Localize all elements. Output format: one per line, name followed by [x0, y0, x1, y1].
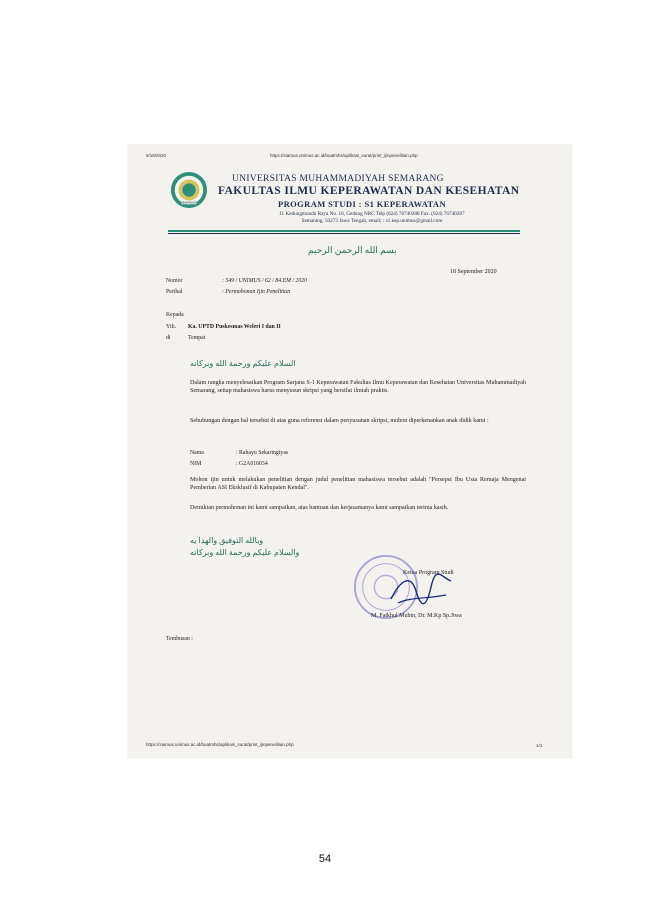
print-date: 9/18/2020: [146, 153, 167, 158]
header-rule-navy: [168, 233, 520, 234]
closing-arabic-1: وبالله التوفيق والهدا يه: [190, 536, 264, 545]
basmalah: بسم الله الرحمن الرحيم: [308, 245, 397, 255]
kepada-label: Kepada: [166, 312, 184, 318]
signature-title: Ketua Program Studi: [403, 570, 454, 576]
di-value: Tempat: [188, 335, 206, 341]
closing-arabic-2: والسلام عليكم ورحمة الله وبركاته: [190, 548, 300, 557]
nim-value: : G2A016034: [236, 461, 268, 467]
signatory-name: M. Fatkhul Mubin, Dr. M.Kp Sp.Jiwa: [371, 613, 462, 619]
nim-label: NIM: [190, 461, 202, 467]
perihal-label: Perihal: [166, 289, 183, 295]
university-name: UNIVERSITAS MUHAMMADIYAH SEMARANG: [232, 174, 444, 184]
footer-page: 1/1: [536, 743, 543, 748]
address-line-2: Semarang, 50273 Jawa Tengah, email; : s1.kep.unimus@gmail.com: [301, 218, 443, 224]
program-name: PROGRAM STUDI : S1 KEPERAWATAN: [278, 199, 447, 209]
paragraph-1: Dalam rangka menyelesaikan Program Sarjana S-1 Keperawatan Fakultas Ilmu Keperawatan dan Kesehatan Universitas Muhammadiyah Semarang, setiap mahasiswa harus menyusun skripsi yang bersifat ilmiah praktis.: [190, 380, 526, 394]
paragraph-2: Sehubungan dengan hal tersebut di atas guna referensi dalam penyusunan skripsi, mohon diperkenankan anak didik kami :: [190, 418, 489, 424]
nama-label: Nama: [190, 450, 204, 456]
letterhead-address: [222, 211, 522, 225]
faculty-name: FAKULTAS ILMU KEPERAWATAN DAN KESEHATAN: [218, 185, 520, 197]
nama-value: : Rahayu Sekaringtyas: [236, 450, 289, 456]
print-url: https://siamus.unimus.ac.id/buatmhs/aplikasi_surat/print_ijinpenelitian.php: [270, 153, 418, 158]
tembusan-label: Tembusan :: [166, 636, 193, 642]
footer-url: https://siamus.unimus.ac.id/buatmhs/aplikasi_surat/print_ijinpenelitian.php: [146, 742, 294, 747]
paragraph-4: Demikian permohonan ini kami sampaikan, atas bantuan dan kerjasamanya kami sampaikan terima kasih.: [190, 505, 449, 511]
paragraph-3: Mohon ijin untuk melakukan penelitian dengan judul penelitian mahasiswa tersebut adalah "Persepsi Ibu Usia Remaja Mengenai Pemberian ASI Eksklusif di Kabupaten Kendal".: [190, 477, 526, 491]
scanned-letter: [128, 145, 572, 758]
nomor-label: Nomor: [166, 278, 183, 284]
handwritten-signature-icon: [386, 569, 456, 613]
nomor-value: : 549 / UNIMUS / 62 / 84.EM / 2020: [222, 278, 308, 284]
letter-date: 18 September 2020: [450, 269, 497, 275]
di-label: di: [166, 335, 171, 341]
university-logo-icon: [170, 171, 208, 209]
salam-opening: السلام عليكم ورحمة الله وبركاته: [190, 359, 296, 368]
recipient-name: Ka. UPTD Puskesmas Weleri I dan II: [188, 324, 281, 330]
logo-text: SEMARANG: [180, 200, 198, 205]
yth-label: Yth.: [166, 324, 177, 330]
address-line-1: Jl. Kedungmundu Raya No. 18, Gedung NRC Telp (024) 76740288 Fax. (024) 76740287: [279, 211, 465, 217]
header-rule-green: [168, 230, 520, 232]
perihal-value: : Permohonan Ijin Penelitian: [222, 289, 291, 295]
page-number: 54: [318, 853, 332, 865]
